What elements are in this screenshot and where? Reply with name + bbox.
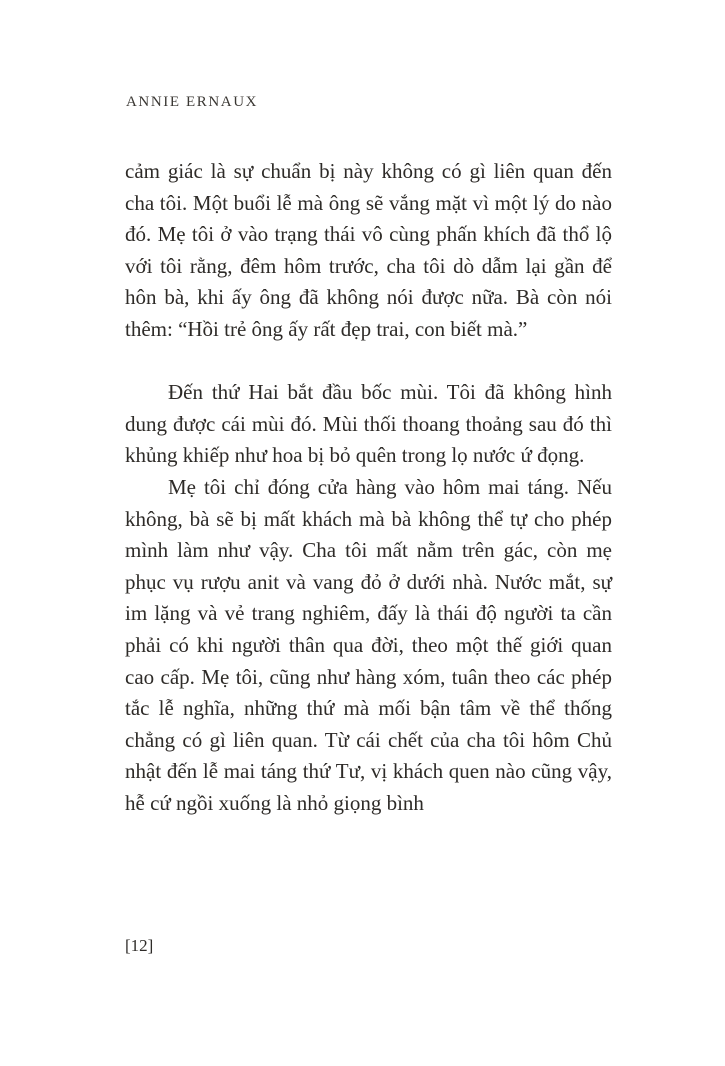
paragraph: Đến thứ Hai bắt đầu bốc mùi. Tôi đã không hình dung được cái mùi đó. Mùi thối thoang thoảng sau đó thì khủng khiếp như hoa bị bỏ quên trong lọ nước ứ đọng. (125, 380, 612, 468)
running-header: ANNIE ERNAUX (126, 94, 259, 110)
paragraph: Mẹ tôi chỉ đóng cửa hàng vào hôm mai táng. Nếu không, bà sẽ bị mất khách mà bà không thể tự cho phép mình làm như vậy. Cha tôi mất nằm trên gác, còn mẹ phục vụ rượu anit và vang đỏ ở dưới nhà. Nước mắt, sự im lặng và vẻ trang nghiêm, đấy là thái độ người ta cần phải có khi người thân qua đời, theo một thế giới quan cao cấp. Mẹ tôi, cũng như hàng xóm, tuân theo các phép tắc lễ nghĩa, những thứ mà mối bận tâm về thể thống chẳng có gì liên quan. Từ cái chết của cha tôi hôm Chủ nhật đến lễ mai táng thứ Tư, vị khách quen nào cũng vậy, hễ cứ ngồi xuống là nhỏ giọng bình (125, 474, 612, 815)
text-block (125, 156, 612, 819)
page-number: [12] (125, 936, 154, 955)
paragraph: cảm giác là sự chuẩn bị này không có gì liên quan đến cha tôi. Một buổi lễ mà ông sẽ vắng mặt vì một lý do nào đó. Mẹ tôi ở vào trạng thái vô cùng phấn khích đã thổ lộ với tôi rằng, đêm hôm trước, cha tôi dò dẫm lại gần để hôn bà, khi ấy ông đã không nói được nữa. Bà còn nói thêm: “Hồi trẻ ông ấy rất đẹp trai, con biết mà.” (125, 159, 612, 341)
